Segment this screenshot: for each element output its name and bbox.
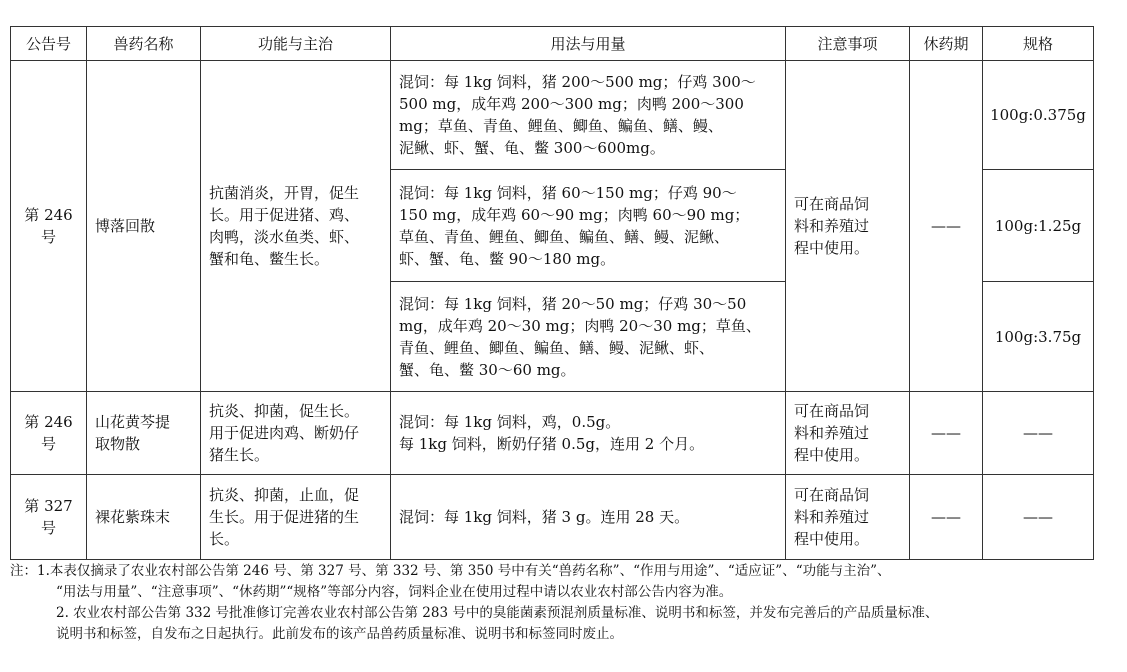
notes-cell <box>786 475 910 560</box>
usage-cell <box>391 282 786 392</box>
drug-name-cell <box>87 392 201 475</box>
drug-name-cell: 裸花紫珠末 <box>87 475 201 560</box>
usage-line: 泥鳅、虾、蟹、龟、鳖 300～600mg。 <box>399 139 665 157</box>
notes-line: 料和养殖过 <box>794 217 870 235</box>
usage-cell <box>391 170 786 282</box>
announcement-line: 第 327 <box>24 497 73 515</box>
spec-cell: 100g:1.25g <box>983 170 1094 282</box>
withdrawal-cell: —— <box>910 475 983 560</box>
usage-line: mg，成年鸡 20～30 mg；肉鸭 20～30 mg；草鱼、 <box>399 316 761 335</box>
usage-line: 混饲：每 1kg 饲料，猪 200～500 mg；仔鸡 300～ <box>399 73 756 91</box>
spec-cell: —— <box>983 475 1094 560</box>
usage-line: 混饲：每 1kg 饲料，鸡，0.5g。 <box>399 413 621 431</box>
notes-cell <box>786 61 910 392</box>
function-cell <box>201 61 391 392</box>
usage-line: 虾、蟹、龟、鳖 90～180 mg。 <box>399 249 616 268</box>
header-usage: 用法与用量 <box>391 27 786 61</box>
notes-line: 可在商品饲 <box>794 486 870 504</box>
table-row <box>11 61 1094 170</box>
notes-line: 程中使用。 <box>794 530 870 548</box>
usage-line: mg；草鱼、青鱼、鲤鱼、鲫鱼、鳊鱼、鳝、鳗、 <box>399 117 723 135</box>
usage-line: 150 mg，成年鸡 60～90 mg；肉鸭 60～90 mg； <box>399 205 750 224</box>
spec-cell: 100g:0.375g <box>983 61 1094 170</box>
notes-cell <box>786 392 910 475</box>
feed-additive-table <box>10 26 1094 560</box>
function-line: 抗菌消炎，开胃，促生 <box>209 184 360 202</box>
header-row <box>11 27 1094 61</box>
function-line: 长。 <box>209 530 240 548</box>
withdrawal-cell: —— <box>910 392 983 475</box>
function-cell <box>201 475 391 560</box>
notes-line: 可在商品饲 <box>794 402 870 420</box>
footnote-line: 2. 农业农村部公告第 332 号批准修订完善农业农村部公告第 283 号中的臭能菌素预混剂质量标准、说明书和标签，并发布完善后的产品质量标准、 <box>56 605 939 621</box>
header-spec: 规格 <box>983 27 1094 61</box>
announcement-cell <box>11 392 87 475</box>
header-withdrawal: 休药期 <box>910 27 983 61</box>
announcement-line: 第 246 <box>24 413 73 431</box>
usage-line: 蟹、龟、鳖 30～60 mg。 <box>399 360 576 379</box>
notes-line: 程中使用。 <box>794 239 870 257</box>
notes-line: 料和养殖过 <box>794 424 870 442</box>
footnote-line: 说明书和标签，自发布之日起执行。此前发布的该产品兽药质量标准、说明书和标签同时废止。 <box>56 626 623 642</box>
function-line: 抗炎、抑菌，止血，促 <box>209 486 360 504</box>
function-line: 猪生长。 <box>209 446 270 464</box>
table-row <box>11 392 1094 475</box>
notes-line: 可在商品饲 <box>794 195 870 213</box>
footnote-line: “用法与用量”、“注意事项”、“休药期”“规格”等部分内容，饲料企业在使用过程中请以农业农村部公告内容为准。 <box>56 584 733 600</box>
announcement-line: 号 <box>40 228 56 246</box>
spec-cell: —— <box>983 392 1094 475</box>
spec-cell: 100g:3.75g <box>983 282 1094 392</box>
usage-line: 500 mg，成年鸡 200～300 mg；肉鸭 200～300 <box>399 95 744 113</box>
function-line: 生长。用于促进猪的生 <box>209 508 360 526</box>
usage-line: 混饲：每 1kg 饲料，猪 20～50 mg；仔鸡 30～50 <box>399 294 747 313</box>
announcement-cell <box>11 61 87 392</box>
header-notes: 注意事项 <box>786 27 910 61</box>
table-row <box>11 475 1094 560</box>
footnote-line: 注：1.本表仅摘录了农业农村部公告第 246 号、第 327 号、第 332 号、第 350 号中有关“兽药名称”、“作用与用途”、“适应证”、“功能与主治”、 <box>10 563 891 579</box>
function-line: 抗炎、抑菌，促生长。 <box>209 402 360 420</box>
usage-line: 青鱼、鲤鱼、鲫鱼、鳊鱼、鳝、鳗、泥鳅、虾、 <box>399 338 715 357</box>
announcement-cell <box>11 475 87 560</box>
usage-line: 每 1kg 饲料，断奶仔猪 0.5g，连用 2 个月。 <box>399 435 705 453</box>
header-announcement: 公告号 <box>11 27 87 61</box>
drug-name-cell: 博落回散 <box>87 61 201 392</box>
withdrawal-cell: —— <box>910 61 983 392</box>
notes-line: 料和养殖过 <box>794 508 870 526</box>
drug-name-line: 取物散 <box>95 435 141 453</box>
function-line: 用于促进肉鸡、断奶仔 <box>209 424 360 442</box>
notes-line: 程中使用。 <box>794 446 870 464</box>
announcement-line: 号 <box>40 519 56 537</box>
function-cell <box>201 392 391 475</box>
function-line: 肉鸭，淡水鱼类、虾、 <box>209 228 360 246</box>
announcement-line: 第 246 <box>24 206 73 224</box>
footnote <box>10 561 1110 645</box>
header-drug-name: 兽药名称 <box>87 27 201 61</box>
function-line: 蟹和龟、鳖生长。 <box>209 250 330 268</box>
usage-cell: 混饲：每 1kg 饲料，猪 3 g。连用 28 天。 <box>391 475 786 560</box>
usage-cell <box>391 61 786 170</box>
drug-name-line: 山花黄芩提 <box>95 413 171 431</box>
header-function: 功能与主治 <box>201 27 391 61</box>
usage-line: 混饲：每 1kg 饲料，猪 60～150 mg；仔鸡 90～ <box>399 183 737 202</box>
usage-cell <box>391 392 786 475</box>
usage-line: 草鱼、青鱼、鲤鱼、鲫鱼、鳊鱼、鳝、鳗、泥鳅、 <box>399 227 730 246</box>
function-line: 长。用于促进猪、鸡、 <box>209 206 360 224</box>
announcement-line: 号 <box>40 435 56 453</box>
